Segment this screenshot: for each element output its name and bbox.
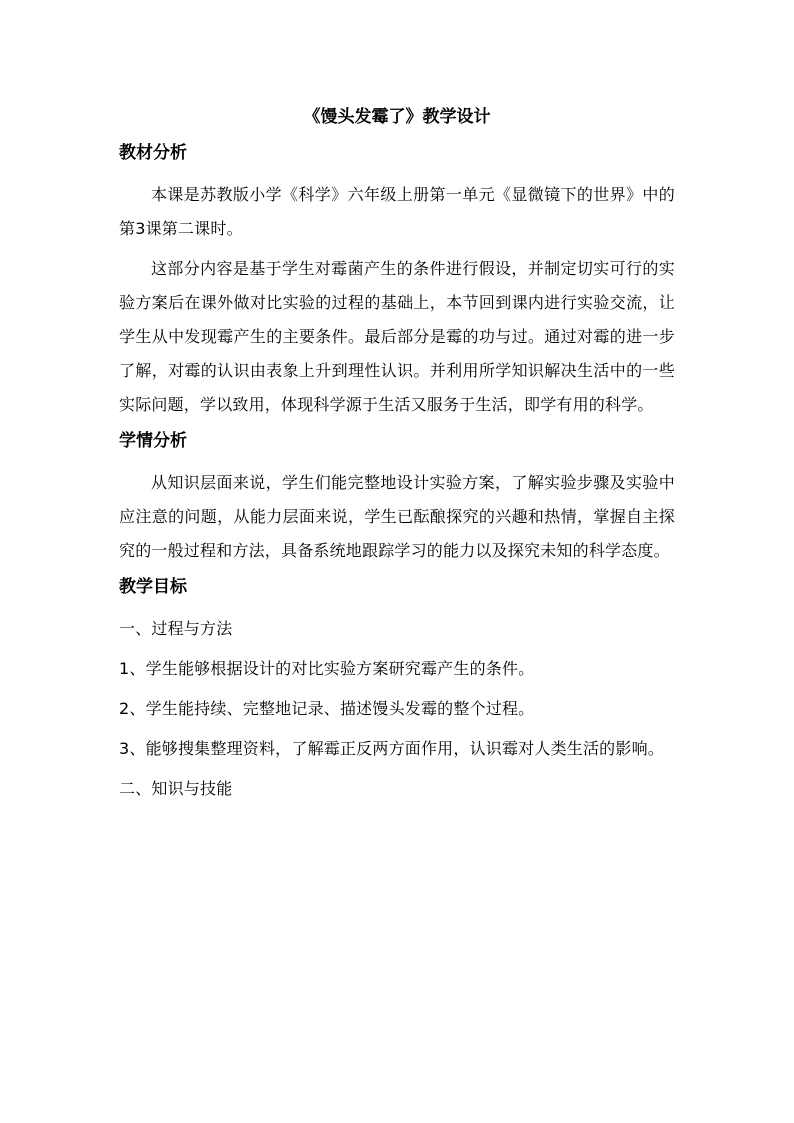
- document-title: 《馒头发霉了》教学设计: [303, 107, 491, 127]
- goal-item-1: 1、学生能够根据设计的对比实验方案研究霉产生的条件。: [119, 659, 535, 678]
- paragraph-material-1: 本课是苏教版小学《科学》六年级上册第一单元《显微镜下的世界》中的第3课第二课时。: [119, 185, 675, 238]
- subheading-process-and-method: 一、过程与方法: [119, 619, 233, 638]
- subheading-knowledge-and-skills: 二、知识与技能: [119, 779, 233, 798]
- paragraph-material-2: 这部分内容是基于学生对霉菌产生的条件进行假设，并制定切实可行的实验方案后在课外做对比实验的过程的基础上，本节回到课内进行实验交流，让学生从中发现霉产生的主要条件。最后部分是霉的功与过。通过对霉的进一步了解，对霉的认识由表象上升到理性认识。并利用所学知识解决生活中的一些实际问题，学以致用，体现科学源于生活又服务于生活，即学有用的科学。: [119, 259, 675, 414]
- paragraph-student-1: 从知识层面来说，学生们能完整地设计实验方案，了解实验步骤及实验中应注意的问题，从能力层面来说，学生已酝酿探究的兴趣和热情，掌握自主探究的一般过程和方法，具备系统地跟踪学习的能力以及探究未知的科学态度。: [119, 473, 675, 560]
- section-heading-material-analysis: 教材分析: [119, 143, 187, 163]
- section-heading-teaching-goals: 教学目标: [119, 577, 187, 597]
- goal-item-2: 2、学生能持续、完整地记录、描述馒头发霉的整个过程。: [119, 699, 535, 718]
- goal-item-3: 3、能够搜集整理资料，了解霉正反两方面作用，认识霉对人类生活的影响。: [119, 739, 664, 758]
- document-body: [119, 104, 675, 812]
- section-heading-student-analysis: 学情分析: [119, 431, 187, 451]
